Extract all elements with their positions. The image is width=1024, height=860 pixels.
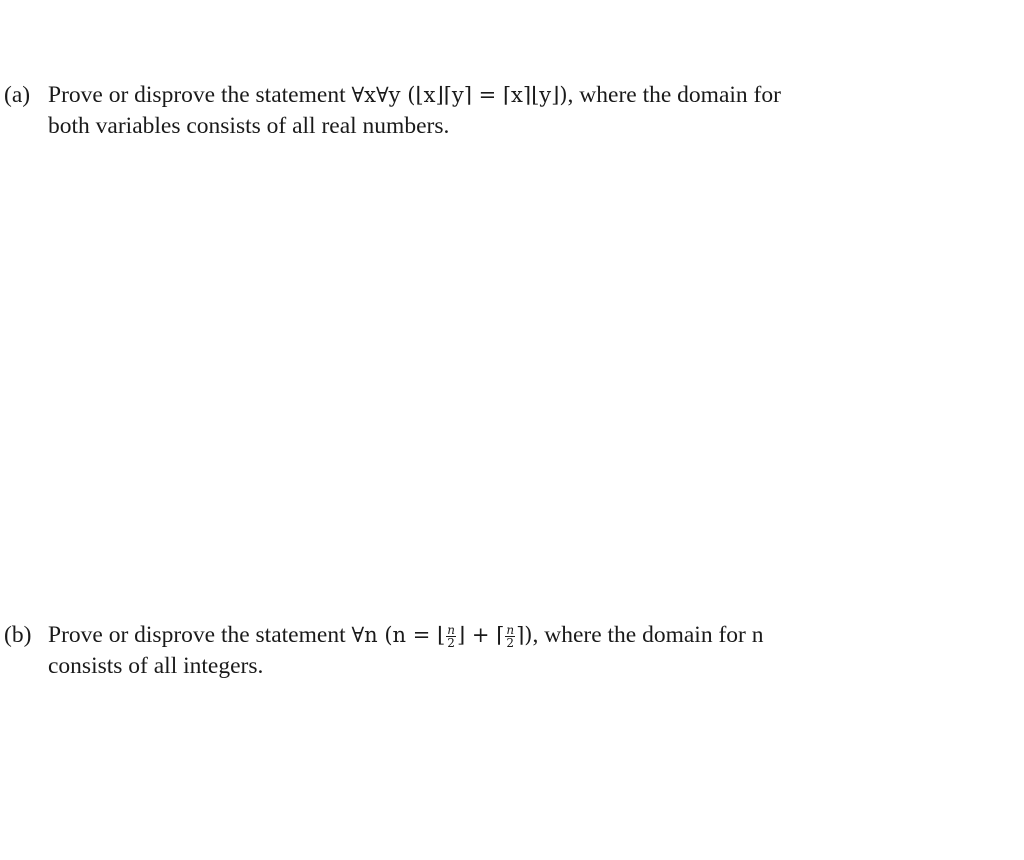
formula-close-paren: ) <box>524 623 533 647</box>
floor-open: ⌊ <box>437 623 446 647</box>
formula-quantifier: ∀n (n = <box>351 623 438 647</box>
problem-a-formula <box>351 83 567 107</box>
problem-a-line-2: both variables consists of all real numbers. <box>48 113 450 139</box>
fraction-denominator: 2 <box>447 636 455 650</box>
problem-b <box>0 620 960 682</box>
problem-b-formula <box>351 623 533 650</box>
plus-sign: + <box>465 623 497 647</box>
ceil-close: ⌉ <box>516 623 525 647</box>
ceil-x: ⌈x⌉ <box>502 83 532 107</box>
problem-a-line-1 <box>0 80 960 111</box>
floor-close: ⌋ <box>456 623 466 647</box>
problem-a-label: (a) <box>4 82 31 108</box>
formula-close-paren: ) <box>559 83 568 107</box>
fraction-denominator: 2 <box>506 636 515 650</box>
problem-b-domain-text: , where the domain for n <box>532 622 764 648</box>
floor-y: ⌊y⌋ <box>531 83 560 107</box>
problem-a-statement-text: Prove or disprove the statement <box>48 82 346 108</box>
fraction-n-over-2 <box>505 624 515 649</box>
fraction-n-over-2 <box>446 624 456 649</box>
problem-b-line-1 <box>0 620 960 651</box>
fraction-numerator: n <box>506 623 515 637</box>
problem-b-statement-text: Prove or disprove the statement <box>48 622 346 648</box>
problem-b-line-2: consists of all integers. <box>48 653 264 679</box>
problem-b-label: (b) <box>4 622 32 648</box>
ceil-open: ⌈ <box>496 623 505 647</box>
formula-quantifiers: ∀x∀y ( <box>351 83 416 107</box>
problem-a-domain-text: , where the domain for <box>567 82 781 108</box>
problem-a <box>0 80 960 142</box>
floor-x: ⌊x⌋ <box>415 83 444 107</box>
fraction-numerator: n <box>447 623 455 637</box>
ceil-y: ⌈y⌉ <box>443 83 472 107</box>
equals-sign: = <box>471 83 503 107</box>
